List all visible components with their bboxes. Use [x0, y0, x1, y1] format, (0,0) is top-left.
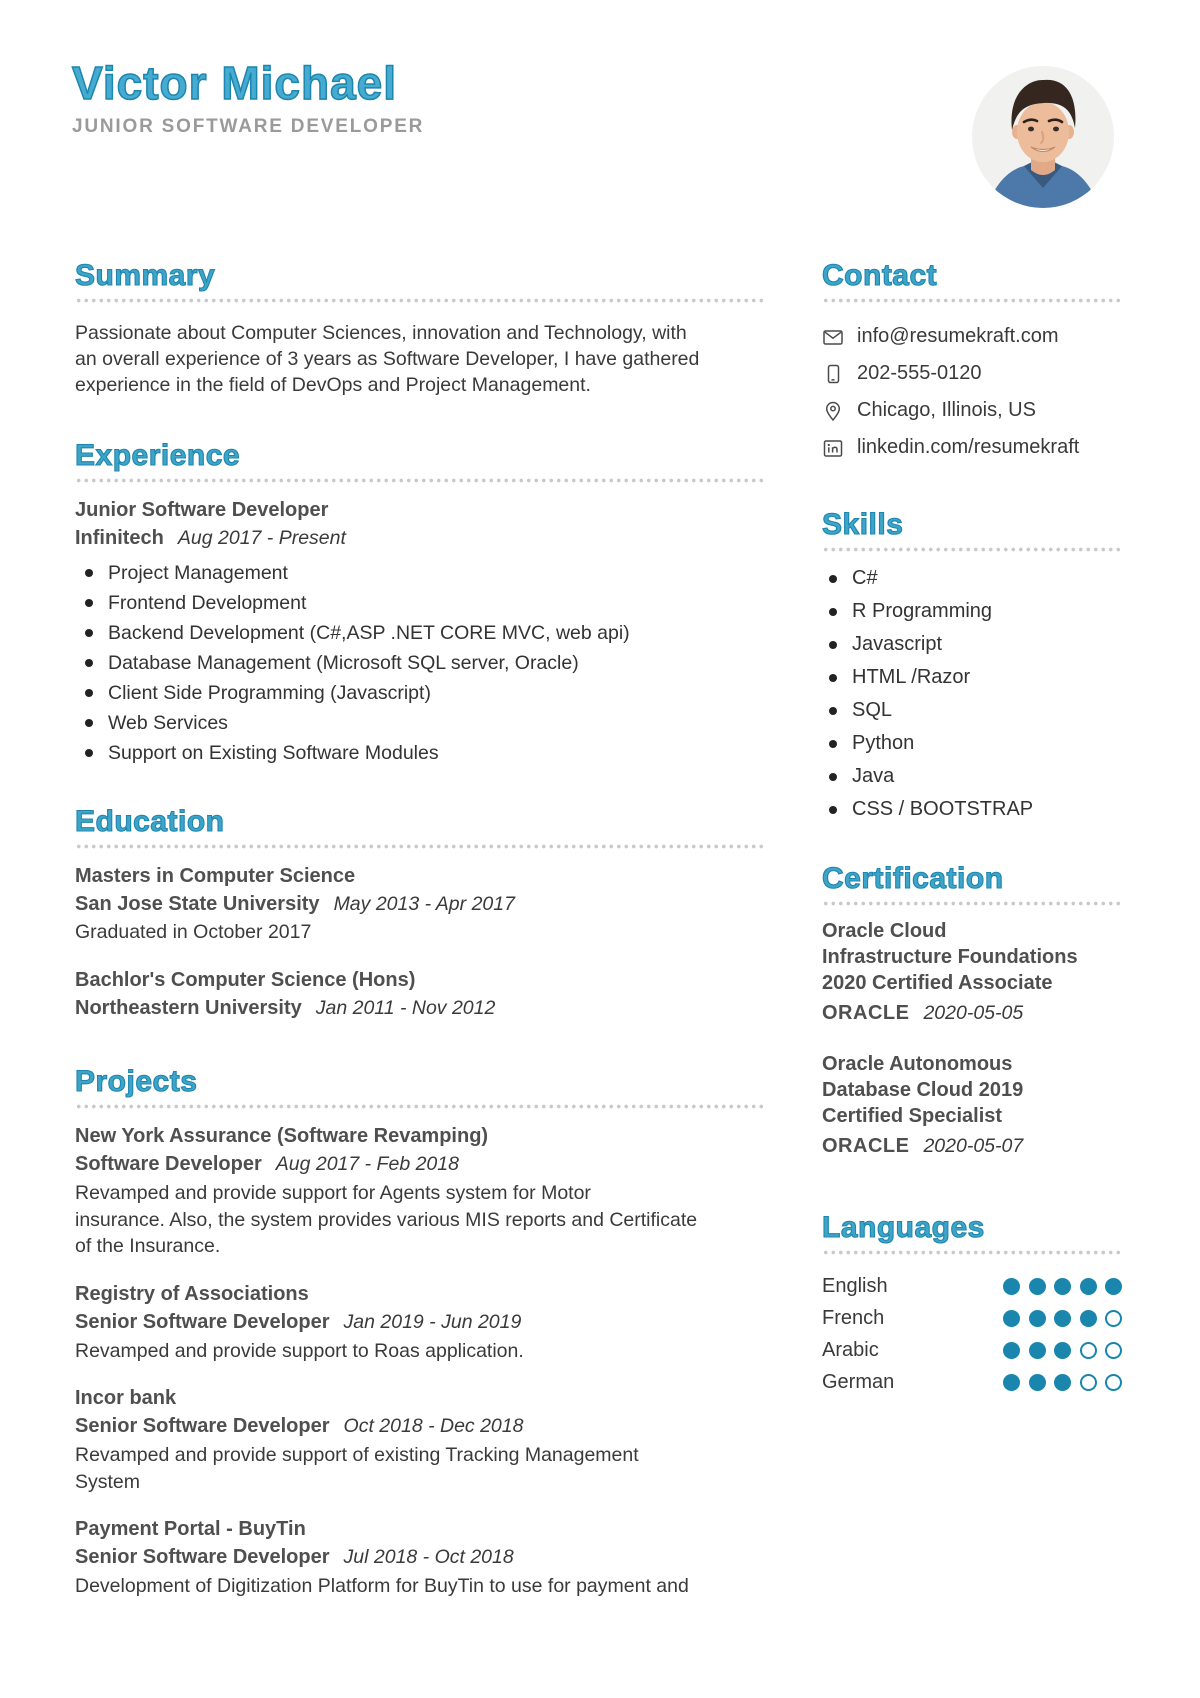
project-description: Revamped and provide support of existing Tracking Management System [75, 1444, 639, 1493]
level-dot-filled [1029, 1374, 1046, 1391]
skill-item: C# [822, 562, 1122, 595]
profile-photo [972, 66, 1114, 208]
skill-item: Python [822, 727, 1122, 760]
level-dot-filled [1080, 1310, 1097, 1327]
dotted-divider [75, 844, 767, 849]
section-education [75, 804, 767, 1022]
skill-item: R Programming [822, 595, 1122, 628]
projects-title: Projects [75, 1065, 198, 1098]
section-languages [822, 1210, 1122, 1398]
level-dot-filled [1054, 1278, 1071, 1295]
language-level-dots [995, 1342, 1123, 1359]
project-role: Software Developer [75, 1153, 262, 1175]
project-name: New York Assurance (Software Revamping) [75, 1125, 489, 1147]
contact-title: Contact [822, 259, 938, 292]
experience-title: Experience [75, 439, 241, 472]
level-dot-filled [1054, 1342, 1071, 1359]
job-bullet: Frontend Development [75, 588, 767, 618]
certification-issuer-line [822, 1132, 1122, 1160]
left-column [75, 258, 767, 1600]
project-description: Revamped and provide support to Roas application. [75, 1339, 524, 1362]
school-line [75, 890, 767, 918]
section-projects [75, 1064, 767, 1600]
job-bullet: Support on Existing Software Modules [75, 738, 767, 768]
certification-issuer: ORACLE [822, 1002, 910, 1024]
project-role-line [75, 1150, 767, 1178]
contact-row-location [822, 392, 1122, 429]
level-dot-filled [1003, 1374, 1020, 1391]
language-level-dots [995, 1374, 1123, 1391]
job-bullet: Project Management [75, 558, 767, 588]
certification-issuer-line [822, 999, 1122, 1027]
school: Northeastern University [75, 997, 302, 1019]
education-dates: Jan 2011 - Nov 2012 [315, 997, 496, 1019]
contact-linkedin: linkedin.com/resumekraft [857, 436, 1080, 458]
skill-item: Java [822, 760, 1122, 793]
level-dot-empty [1105, 1374, 1122, 1391]
level-dot-empty [1080, 1342, 1097, 1359]
contact-email: info@resumekraft.com [857, 325, 1059, 347]
language-name: French [822, 1306, 885, 1329]
level-dot-filled [1003, 1278, 1020, 1295]
project-role-line [75, 1308, 767, 1336]
project-entry [75, 1384, 767, 1495]
project-name: Registry of Associations [75, 1282, 309, 1305]
language-name: German [822, 1370, 895, 1393]
job-company: Infinitech [75, 527, 164, 549]
summary-text: Passionate about Computer Sciences, innovation and Technology, with an overall experience of 3 years as Software Developer, I have gathered experience in the field of DevOps and Project Management. [75, 322, 700, 396]
skill-item: SQL [822, 694, 1122, 727]
project-dates: Jul 2018 - Oct 2018 [343, 1546, 514, 1568]
project-dates: Jan 2019 - Jun 2019 [343, 1310, 522, 1333]
level-dot-empty [1105, 1310, 1122, 1327]
language-level-dots [995, 1310, 1123, 1327]
contact-row-linkedin [822, 429, 1122, 466]
section-skills [822, 507, 1122, 826]
job-bullet: Web Services [75, 708, 767, 738]
job-bullet-list [75, 558, 767, 768]
level-dot-filled [1003, 1310, 1020, 1327]
contact-list [822, 318, 1122, 466]
certification-entry: Oracle Autonomous Database Cloud 2019 Certified Specialist ORACLE 2020-05-07 [822, 1051, 1122, 1160]
level-dot-filled [1029, 1342, 1046, 1359]
project-role: Senior Software Developer [75, 1415, 330, 1437]
language-row [822, 1302, 1122, 1334]
dotted-divider [75, 298, 767, 303]
project-dates: Oct 2018 - Dec 2018 [343, 1415, 524, 1437]
education-note: Graduated in October 2017 [75, 921, 312, 943]
degree: Masters in Computer Science [75, 865, 356, 887]
project-entry [75, 1122, 767, 1260]
level-dot-filled [1054, 1310, 1071, 1327]
experience-entry [75, 496, 767, 768]
location-icon [822, 400, 844, 422]
project-description: Revamped and provide support for Agents system for Motor insurance. Also, the system provides various MIS reports and Certificate of the Insurance. [75, 1182, 698, 1257]
job-bullet: Client Side Programming (Javascript) [75, 678, 767, 708]
profile-photo-illustration [972, 66, 1114, 208]
dotted-divider [75, 1104, 767, 1109]
certification-title: Certification [822, 862, 1004, 895]
project-role-line [75, 1543, 767, 1571]
contact-row-phone [822, 355, 1122, 392]
education-title: Education [75, 805, 225, 838]
school: San Jose State University [75, 893, 320, 915]
level-dot-filled [1003, 1342, 1020, 1359]
certification-issuer: ORACLE [822, 1135, 910, 1157]
language-row [822, 1334, 1122, 1366]
right-column [822, 258, 1122, 1600]
education-dates: May 2013 - Apr 2017 [333, 893, 515, 915]
skills-list [822, 562, 1122, 826]
skill-item: Javascript [822, 628, 1122, 661]
language-level-dots [995, 1278, 1123, 1295]
level-dot-filled [1054, 1374, 1071, 1391]
language-row [822, 1270, 1122, 1302]
section-summary [75, 258, 767, 398]
linkedin-icon [822, 437, 844, 459]
dotted-divider [822, 298, 1122, 303]
project-dates: Aug 2017 - Feb 2018 [275, 1153, 459, 1175]
contact-row-email [822, 318, 1122, 355]
education-entry [75, 862, 767, 946]
languages-list [822, 1270, 1122, 1398]
certification-date: 2020-05-05 [923, 1002, 1024, 1024]
language-name: Arabic [822, 1338, 879, 1361]
education-entry [75, 966, 767, 1022]
job-bullet: Database Management (Microsoft SQL server, Oracle) [75, 648, 767, 678]
project-role: Senior Software Developer [75, 1546, 330, 1568]
job-company-line [75, 524, 767, 552]
section-certification [822, 861, 1122, 1160]
phone-icon [822, 363, 844, 385]
certification-date: 2020-05-07 [923, 1135, 1024, 1157]
project-entry [75, 1515, 767, 1600]
person-job-title: JUNIOR SOFTWARE DEVELOPER [72, 116, 425, 137]
skills-title: Skills [822, 508, 904, 541]
project-entry [75, 1280, 767, 1365]
job-bullet: Backend Development (C#,ASP .NET CORE MVC, web api) [75, 618, 767, 648]
level-dot-filled [1105, 1278, 1122, 1295]
section-experience [75, 438, 767, 768]
dotted-divider [822, 547, 1122, 552]
level-dot-filled [1029, 1310, 1046, 1327]
resume-body [0, 258, 1200, 1600]
project-name: Payment Portal - BuyTin [75, 1518, 306, 1540]
project-description: Development of Digitization Platform for BuyTin to use for payment and [75, 1575, 689, 1597]
level-dot-filled [1080, 1278, 1097, 1295]
language-row [822, 1366, 1122, 1398]
languages-title: Languages [822, 1211, 985, 1244]
certification-entry: Oracle Cloud Infrastructure Foundations 2020 Certified Associate ORACLE 2020-05-05 [822, 918, 1122, 1027]
degree: Bachlor's Computer Science (Hons) [75, 969, 416, 991]
dotted-divider [822, 901, 1122, 906]
project-role: Senior Software Developer [75, 1310, 330, 1333]
skill-item: HTML /Razor [822, 661, 1122, 694]
contact-phone: 202-555-0120 [857, 362, 982, 384]
level-dot-empty [1105, 1342, 1122, 1359]
level-dot-empty [1080, 1374, 1097, 1391]
language-name: English [822, 1274, 888, 1297]
job-role: Junior Software Developer [75, 499, 329, 521]
project-role-line [75, 1412, 767, 1440]
dotted-divider [822, 1250, 1122, 1255]
school-line [75, 994, 767, 1022]
dotted-divider [75, 478, 767, 483]
section-contact [822, 258, 1122, 466]
skill-item: CSS / BOOTSTRAP [822, 793, 1122, 826]
job-dates: Aug 2017 - Present [177, 527, 346, 549]
summary-title: Summary [75, 259, 216, 292]
email-icon [822, 326, 844, 348]
contact-location: Chicago, Illinois, US [857, 399, 1036, 421]
person-name: Victor Michael [72, 57, 398, 109]
level-dot-filled [1029, 1278, 1046, 1295]
project-name: Incor bank [75, 1387, 177, 1409]
